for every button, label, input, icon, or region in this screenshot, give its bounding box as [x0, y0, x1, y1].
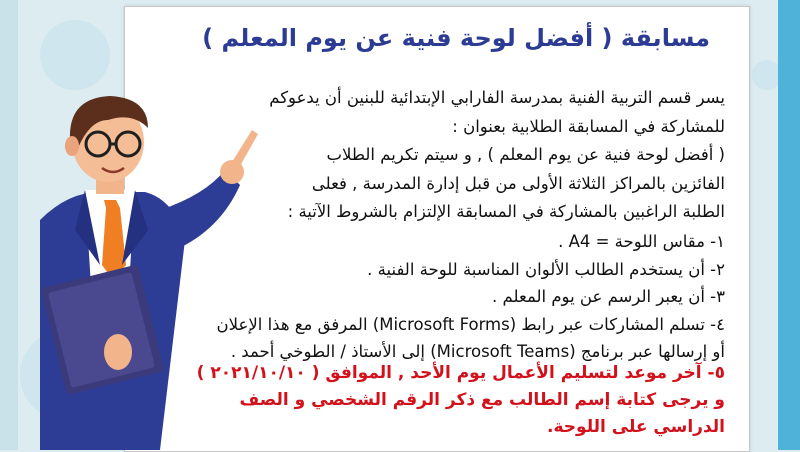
- condition-item: ٤- تسلم المشاركات عبر رابط (Microsoft Forms) المرفق مع هذا الإعلان: [216, 314, 725, 334]
- notice-line: ٥- آخر موعد لتسليم الأعمال يوم الأحد , الموافق ( ٢٠٢١/١٠/١٠ ): [196, 363, 725, 383]
- intro-line: للمشاركة في المسابقة الطلابية بعنوان :: [452, 116, 725, 136]
- teacher-illustration: [0, 90, 290, 450]
- intro-line: الطلبة الراغبين بالمشاركة في المسابقة الإلتزام بالشروط الآتية :: [287, 202, 725, 222]
- condition-item: ٢- أن يستخدم الطالب الألوان المناسبة للوحة الفنية .: [367, 259, 725, 279]
- intro-line: ( أفضل لوحة فنية عن يوم المعلم ) , و سيتم تكريم الطلاب: [326, 145, 725, 165]
- notice-line: الدراسي على اللوحة.: [547, 417, 725, 437]
- page-title: مسابقة ( أفضل لوحة فنية عن يوم المعلم ): [202, 24, 710, 52]
- condition-item: أو إرسالها عبر برنامج (Microsoft Teams) إلى الأستاذ / الطوخي أحمد .: [230, 342, 725, 361]
- intro-line: الفائزين بالمراكز الثلاثة الأولى من قبل إدارة المدرسة , فعلى: [311, 173, 725, 193]
- condition-item: ٣- أن يعبر الرسم عن يوم المعلم .: [492, 287, 725, 306]
- background-bubble: [40, 20, 110, 90]
- background-stripe-right: [778, 0, 800, 450]
- condition-item: ١- مقاس اللوحة = A4 .: [558, 232, 725, 251]
- intro-line: يسر قسم التربية الفنية بمدرسة الفارابي الإبتدائية للبنين أن يدعوكم: [269, 88, 725, 107]
- notice-line: و يرجى كتابة إسم الطالب مع ذكر الرقم الشخصي و الصف: [239, 390, 725, 410]
